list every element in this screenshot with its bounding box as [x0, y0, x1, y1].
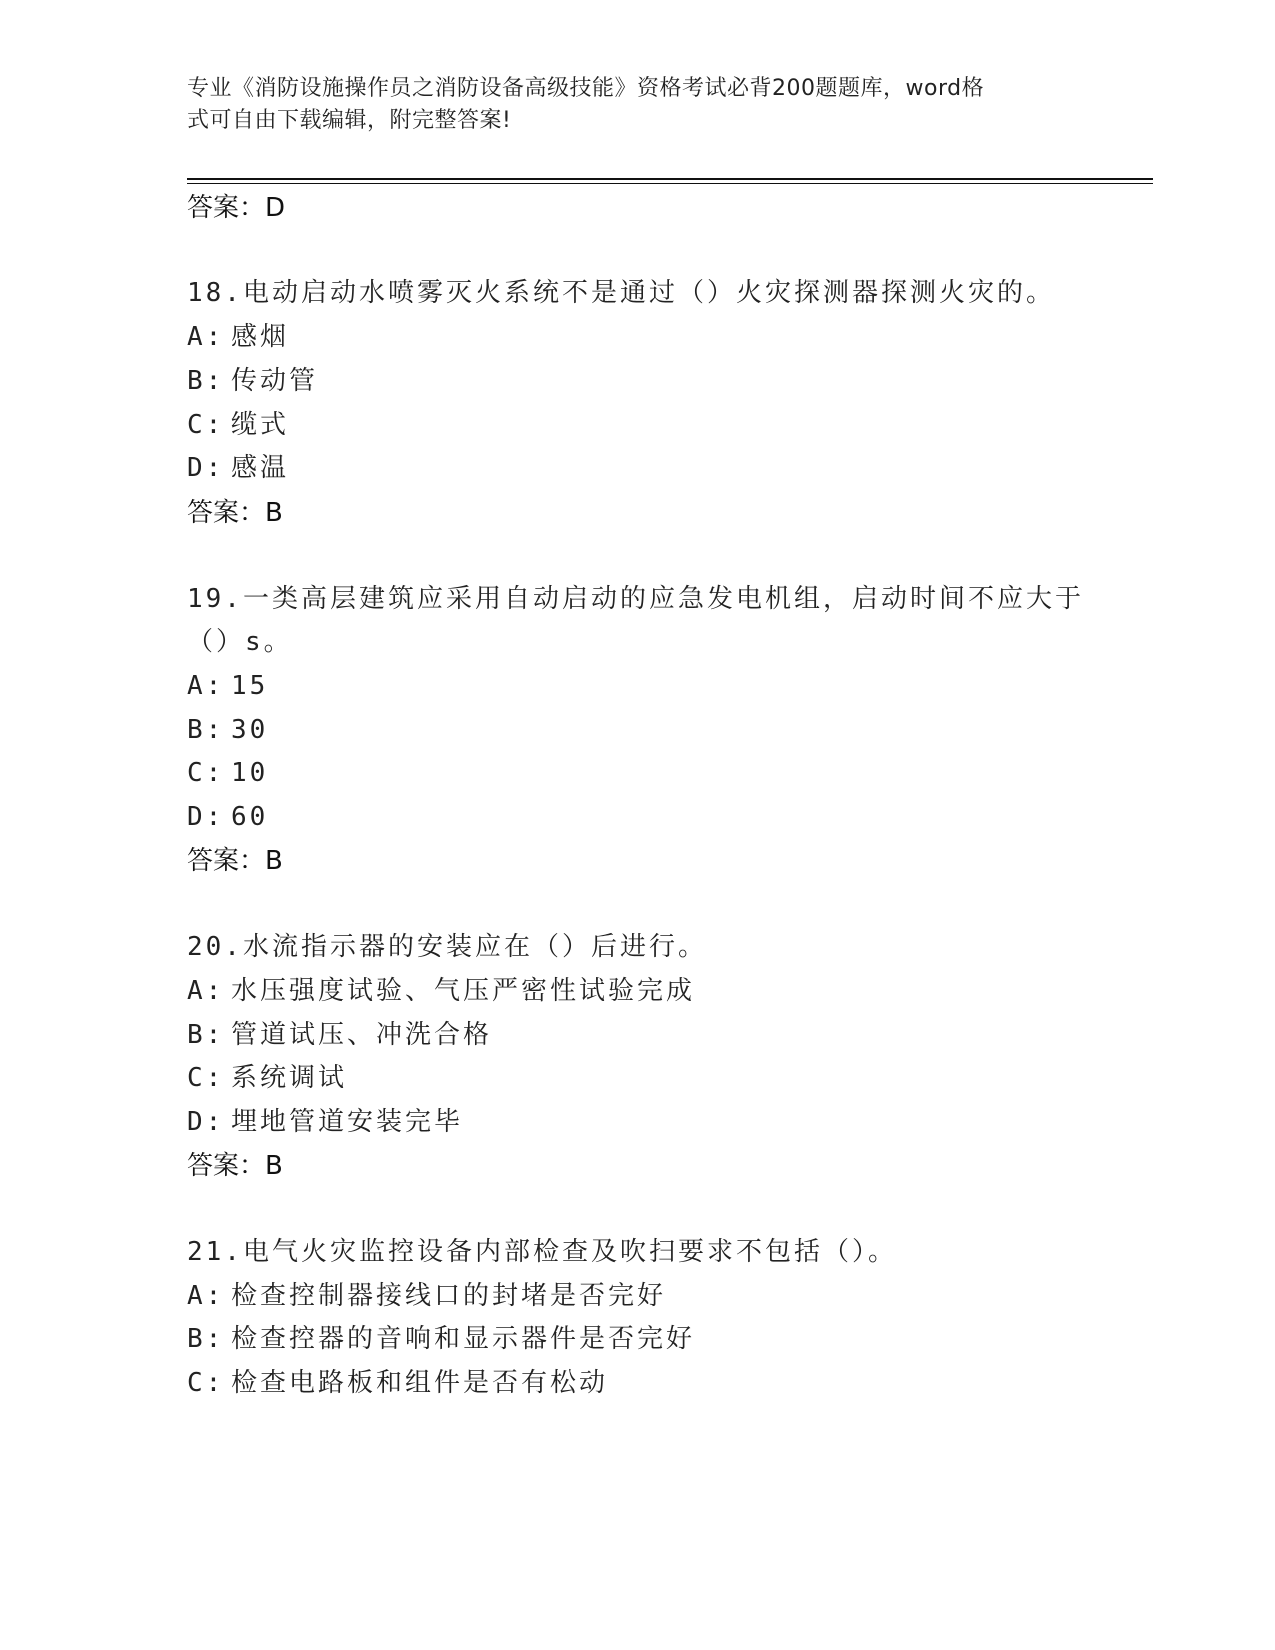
- option-text: 传动管: [231, 366, 319, 396]
- option-key: A:: [187, 1281, 225, 1311]
- option-key: D:: [187, 802, 225, 832]
- question-21-option-c: [187, 1367, 608, 1399]
- option-text: 管道试压、冲洗合格: [231, 1020, 493, 1050]
- option-key: A:: [187, 976, 225, 1006]
- option-key: B:: [187, 1324, 225, 1354]
- option-text: 感温: [231, 453, 290, 483]
- question-21-text: 21.电气火灾监控设备内部检查及吹扫要求不包括（）。: [187, 1237, 897, 1267]
- question-18-text: 18.电动启动水喷雾灭火系统不是通过（）火灾探测器探测火灾的。: [187, 278, 1055, 308]
- option-key: A:: [187, 322, 225, 352]
- option-text: 检查控制器接线口的封堵是否完好: [231, 1281, 667, 1311]
- question-19-option-b: [187, 714, 268, 746]
- option-key: B:: [187, 366, 225, 396]
- document-header: [187, 73, 1067, 137]
- option-text: 埋地管道安装完毕: [231, 1107, 464, 1137]
- question-18-option-d: [187, 452, 289, 484]
- option-key: D:: [187, 1107, 225, 1137]
- question-19-option-a: [187, 670, 268, 702]
- question-20-option-a: [187, 975, 695, 1007]
- option-text: 10: [231, 758, 269, 788]
- option-text: 缆式: [231, 410, 290, 440]
- question-20-option-b: [187, 1019, 492, 1051]
- header-line-1: 专业《消防设施操作员之消防设备高级技能》资格考试必背200题题库，word格: [187, 76, 985, 101]
- question-18-option-a: [187, 321, 289, 353]
- option-key: A:: [187, 671, 225, 701]
- option-text: 系统调试: [231, 1063, 348, 1093]
- question-20-option-c: [187, 1062, 347, 1094]
- option-text: 水压强度试验、气压严密性试验完成: [231, 976, 696, 1006]
- option-key: C:: [187, 410, 225, 440]
- question-18-option-b: [187, 365, 318, 397]
- answer-20: 答案：B: [187, 1151, 283, 1181]
- option-text: 30: [231, 715, 269, 745]
- answer-18: 答案：B: [187, 498, 283, 528]
- option-text: 60: [231, 802, 269, 832]
- question-20-option-d: [187, 1106, 463, 1138]
- option-key: D:: [187, 453, 225, 483]
- option-key: B:: [187, 1020, 225, 1050]
- answer-19: 答案：B: [187, 846, 283, 876]
- answer-17: 答案：D: [187, 193, 286, 223]
- question-19-text: 19.一类高层建筑应采用自动启动的应急发电机组，启动时间不应大于: [187, 584, 1084, 614]
- header-rule-thick: [187, 178, 1153, 180]
- question-18-option-c: [187, 409, 289, 441]
- option-key: C:: [187, 758, 225, 788]
- question-19-option-d: [187, 801, 268, 833]
- header-line-2: 式可自由下载编辑，附完整答案!: [187, 108, 512, 133]
- option-text: 感烟: [231, 322, 290, 352]
- option-text: 检查电路板和组件是否有松动: [231, 1368, 609, 1398]
- question-20-text: 20.水流指示器的安装应在（）后进行。: [187, 932, 707, 962]
- option-text: 检查控器的音响和显示器件是否完好: [231, 1324, 696, 1354]
- question-21-option-b: [187, 1323, 695, 1355]
- question-21-option-a: [187, 1280, 666, 1312]
- question-19-option-c: [187, 757, 268, 789]
- option-text: 15: [231, 671, 269, 701]
- question-19-text-cont: （）s。: [187, 627, 293, 657]
- option-key: B:: [187, 715, 225, 745]
- option-key: C:: [187, 1063, 225, 1093]
- option-key: C:: [187, 1368, 225, 1398]
- header-rule-thin: [187, 183, 1153, 184]
